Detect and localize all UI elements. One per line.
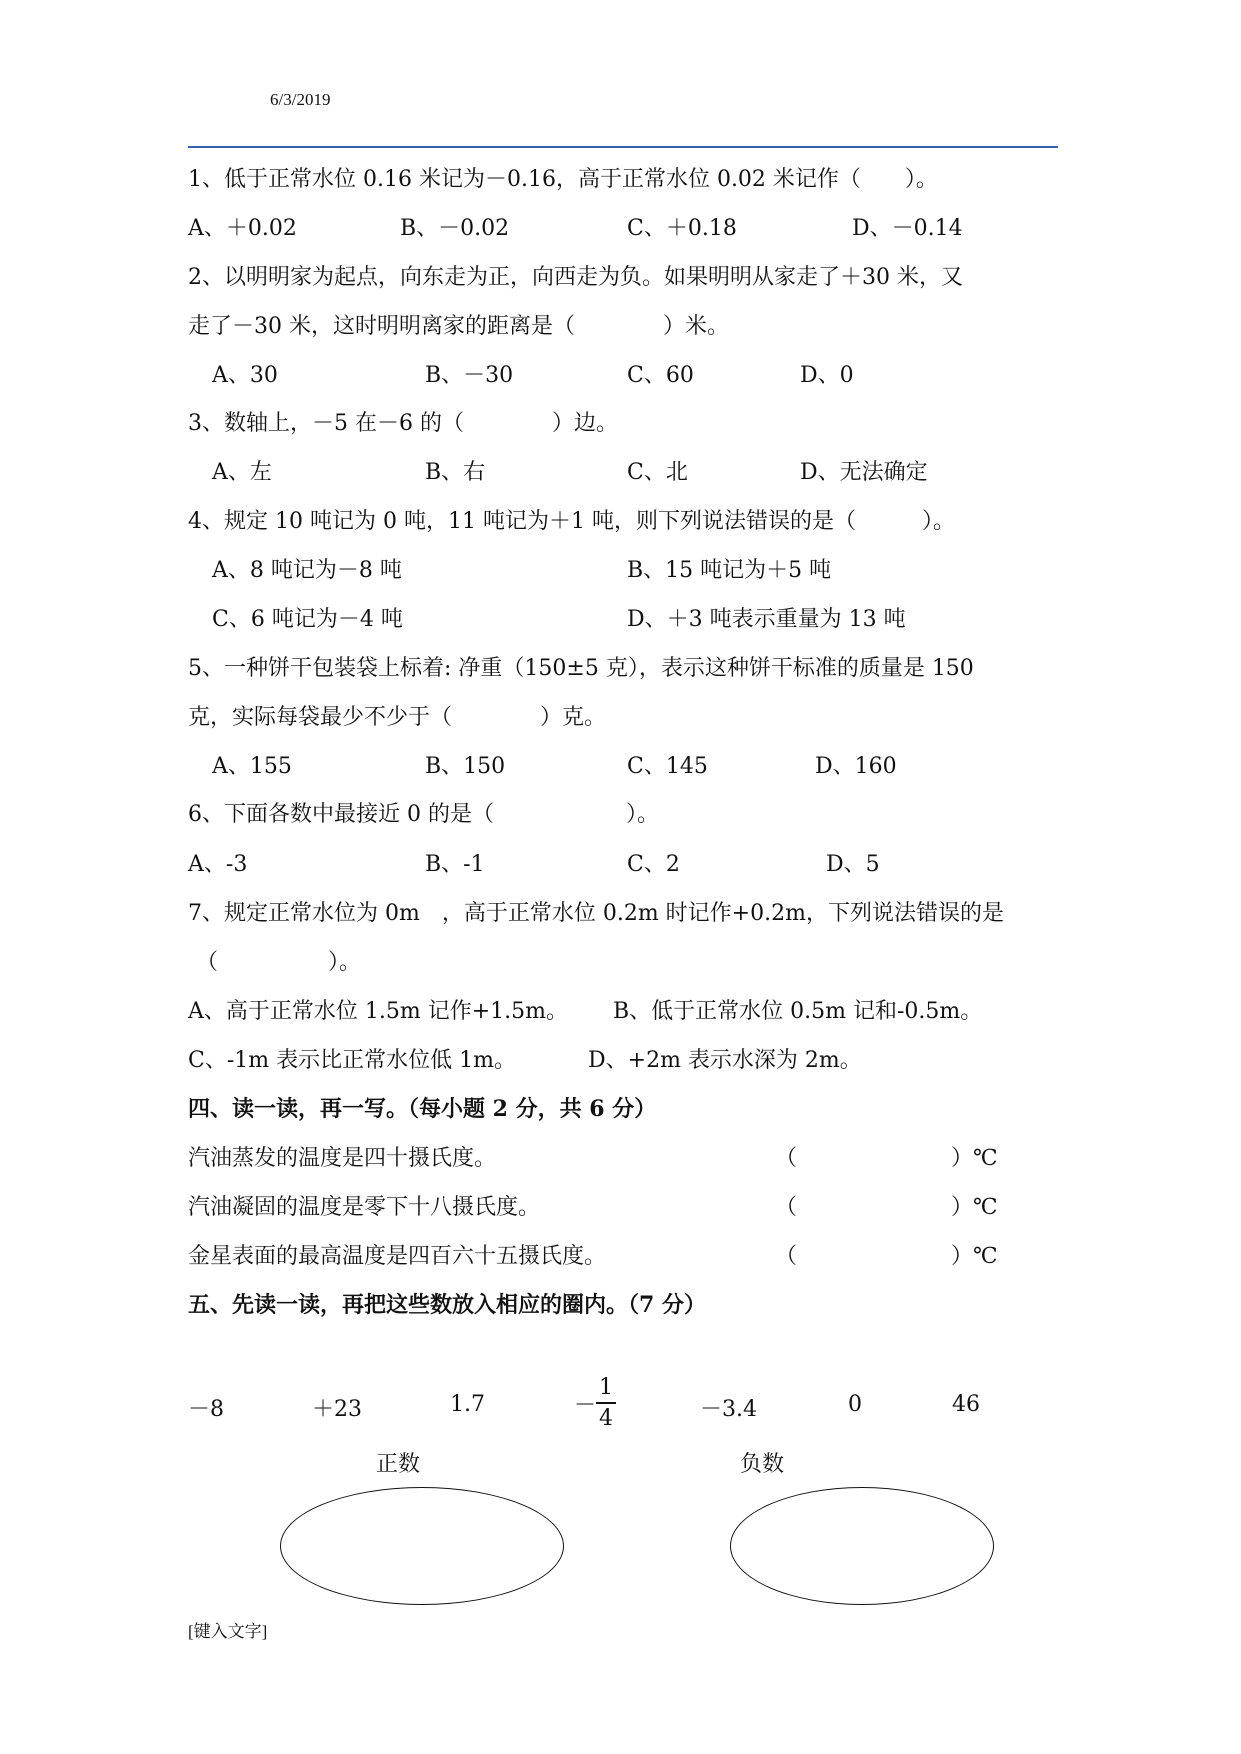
q1-option-d: D、－0.14 [852, 216, 963, 241]
q4-option-d: D、＋3 吨表示重量为 13 吨 [627, 607, 906, 632]
q7-option-c: C、-1m 表示比正常水位低 1m。 [188, 1048, 516, 1073]
section5-title: 五、先读一读，再把这些数放入相应的圈内。（7 分） [188, 1292, 706, 1318]
positive-label: 正数 [376, 1452, 421, 1477]
q3-option-a: A、左 [212, 460, 272, 485]
number-46: 46 [952, 1392, 980, 1417]
q7-option-a: A、高于正常水位 1.5m 记作+1.5m。 [188, 999, 569, 1024]
q7-option-d: D、+2m 表示水深为 2m。 [588, 1048, 862, 1073]
q7-stem-line1: 7、规定正常水位为 0m ，高于正常水位 0.2m 时记作+0.2m，下列说法错误的是 [188, 901, 1004, 926]
q6-option-d: D、5 [826, 852, 880, 877]
section4-title: 四、读一读，再一写。（每小题 2 分，共 6 分） [188, 1096, 657, 1122]
q2-option-b: B、－30 [425, 363, 514, 388]
negative-circle[interactable] [730, 1487, 994, 1605]
q6-option-b: B、-1 [425, 852, 485, 877]
header-rule [188, 146, 1058, 148]
fraction-numerator: 1 [599, 1375, 614, 1400]
q3-stem: 3、数轴上，－5 在－6 的（ ）边。 [188, 411, 618, 436]
number-0: 0 [848, 1392, 862, 1417]
number-neg-8: －8 [188, 1397, 224, 1422]
section4-answer-blank-3[interactable]: （ ）℃ [775, 1244, 998, 1269]
fraction-minus-sign: － [574, 1392, 597, 1418]
q5-option-a: A、155 [212, 754, 292, 779]
q5-stem-line2: 克，实际每袋最少不少于（ ）克。 [188, 705, 607, 730]
section4-item-2: 汽油凝固的温度是零下十八摄氏度。 [188, 1195, 541, 1220]
q5-option-b: B、150 [425, 754, 506, 779]
number-1-7: 1.7 [450, 1392, 485, 1417]
q4-option-a: A、8 吨记为－8 吨 [212, 558, 402, 583]
q3-option-b: B、右 [425, 460, 486, 485]
q7-option-b: B、低于正常水位 0.5m 记和-0.5m。 [613, 999, 983, 1024]
q4-option-c: C、6 吨记为－4 吨 [212, 607, 403, 632]
footer-placeholder: [键入文字] [188, 1622, 268, 1641]
q2-option-d: D、0 [800, 363, 854, 388]
q2-option-c: C、60 [627, 363, 694, 388]
section4-item-3: 金星表面的最高温度是四百六十五摄氏度。 [188, 1244, 607, 1269]
q6-option-a: A、-3 [188, 852, 248, 877]
header-date: 6/3/2019 [270, 90, 331, 109]
positive-circle[interactable] [280, 1487, 564, 1605]
number-neg-3-4: －3.4 [700, 1397, 757, 1422]
q5-stem-line1: 5、一种饼干包装袋上标着: 净重（150±5 克），表示这种饼干标准的质量是 150 [188, 656, 974, 681]
negative-label: 负数 [740, 1452, 785, 1477]
q1-option-a: A、＋0.02 [188, 216, 297, 241]
q2-option-a: A、30 [212, 363, 278, 388]
q4-stem: 4、规定 10 吨记为 0 吨，11 吨记为＋1 吨，则下列说法错误的是（ ）。 [188, 509, 955, 534]
fraction [596, 1377, 616, 1430]
q2-stem-line1: 2、以明明家为起点，向东走为正，向西走为负。如果明明从家走了＋30 米，又 [188, 265, 963, 290]
q6-option-c: C、2 [627, 852, 680, 877]
q6-stem: 6、下面各数中最接近 0 的是（ ）。 [188, 802, 659, 827]
section4-answer-blank-1[interactable]: （ ）℃ [775, 1146, 998, 1171]
q5-option-c: C、145 [627, 754, 708, 779]
number-neg-one-quarter [574, 1377, 616, 1430]
q5-option-d: D、160 [815, 754, 897, 779]
q1-option-c: C、＋0.18 [627, 216, 737, 241]
q3-option-d: D、无法确定 [800, 460, 928, 485]
q2-stem-line2: 走了－30 米，这时明明离家的距离是（ ）米。 [188, 314, 729, 339]
fraction-denominator: 4 [599, 1405, 614, 1431]
q1-option-b: B、－0.02 [400, 216, 510, 241]
number-pos-23: ＋23 [312, 1397, 362, 1422]
section4-answer-blank-2[interactable]: （ ）℃ [775, 1195, 998, 1220]
q7-stem-line2: （ ）。 [196, 950, 362, 975]
q3-option-c: C、北 [627, 460, 688, 485]
q1-stem: 1、低于正常水位 0.16 米记为－0.16，高于正常水位 0.02 米记作（ ）。 [188, 167, 938, 192]
section4-item-1: 汽油蒸发的温度是四十摄氏度。 [188, 1146, 497, 1171]
q4-option-b: B、15 吨记为＋5 吨 [627, 558, 832, 583]
